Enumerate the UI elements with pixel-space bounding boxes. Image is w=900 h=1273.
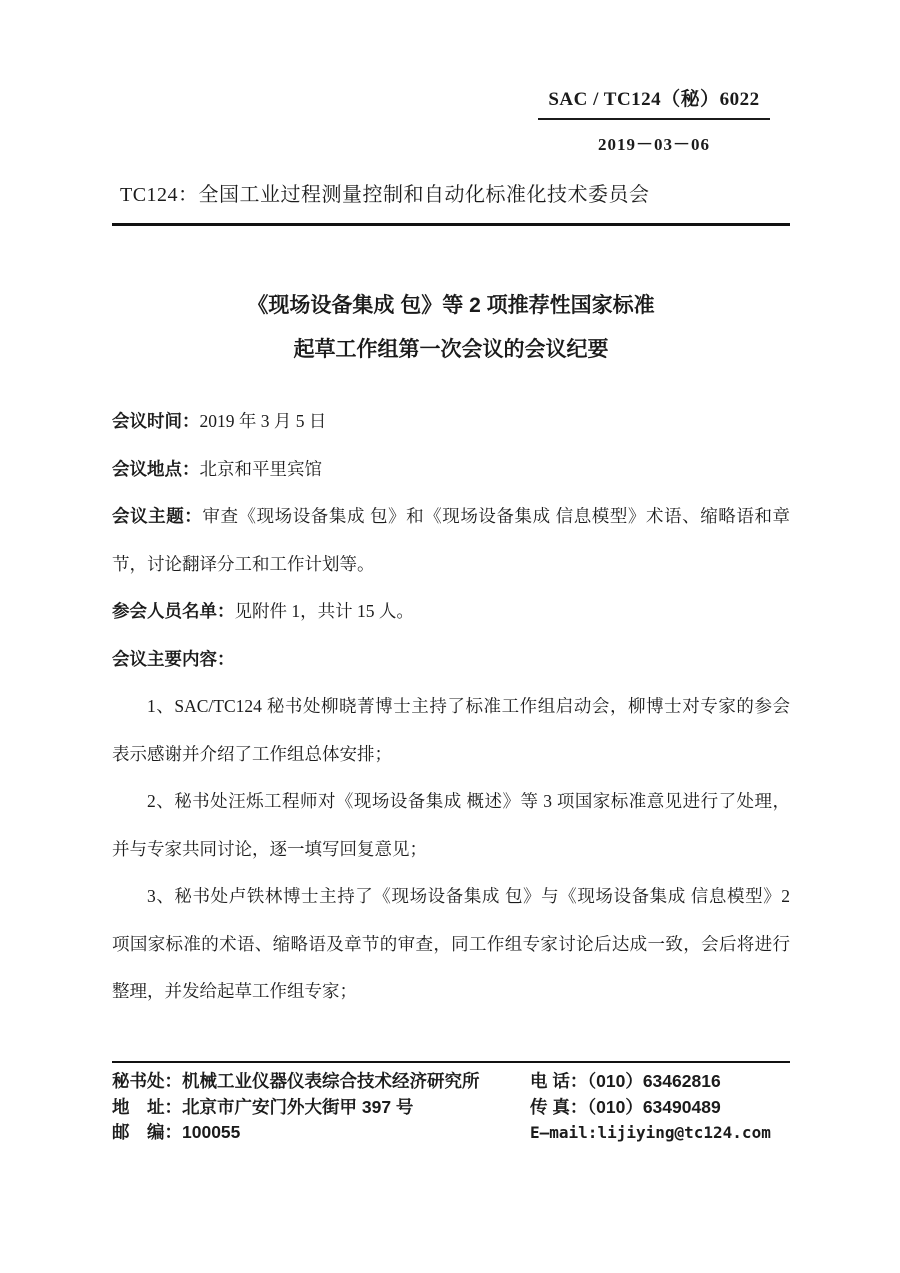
footer-fax-label: 传 真： (530, 1096, 588, 1117)
footer-divider-rule (112, 1061, 790, 1063)
footer-columns (112, 1069, 790, 1146)
footer-email-row (530, 1120, 790, 1146)
meta-label-topic: 会议主题： (112, 506, 203, 526)
header-divider-rule (112, 223, 790, 226)
document-title (112, 284, 790, 372)
footer-fax-value: （010）63490489 (587, 1096, 721, 1117)
footer-left-column (112, 1069, 530, 1146)
document-body (112, 398, 790, 1016)
doc-date: 2019－03－06 (598, 135, 710, 154)
title-line-2: 起草工作组第一次会议的会议纪要 (293, 338, 609, 361)
title-line-1: 《现场设备集成 包》等 2 项推荐性国家标准 (247, 294, 655, 317)
footer-secretariat-value: 机械工业仪器仪表综合技术经济研究所 (182, 1071, 480, 1091)
footer-phone-label: 电 话： (530, 1071, 588, 1091)
page-content (112, 0, 790, 1016)
meta-value-place: 北京和平里宾馆 (199, 458, 322, 479)
meta-row-topic (112, 493, 790, 588)
footer-secretariat-label: 秘书处： (112, 1071, 182, 1091)
body-paragraph-2: 2、秘书处汪烁工程师对《现场设备集成 概述》等 3 项国家标准意见进行了处理，并与专家共同讨论，逐一填写回复意见； (112, 791, 790, 859)
meta-row-place (112, 446, 790, 494)
meta-label-time: 会议时间： (112, 411, 200, 431)
meta-row-main-content (112, 636, 790, 684)
doc-number: SAC / TC124（秘）6022 (548, 89, 760, 110)
body-paragraph-1: 1、SAC/TC124 秘书处柳晓菁博士主持了标准工作组启动会，柳博士对专家的参会表示感谢并介绍了工作组总体安排； (112, 696, 790, 764)
meta-row-time (112, 398, 790, 446)
page-footer (112, 1061, 790, 1146)
footer-right-column (530, 1069, 790, 1146)
committee-name: TC124：全国工业过程测量控制和自动化标准化技术委员会 (120, 184, 650, 206)
meta-label-attendees: 参会人员名单： (112, 601, 235, 621)
footer-phone-value: （010）63462816 (587, 1071, 721, 1091)
meta-row-attendees (112, 588, 790, 636)
meta-value-attendees: 见附件 1，共计 15 人。 (234, 601, 414, 621)
footer-fax-row (530, 1095, 790, 1121)
footer-address-label: 地 址： (112, 1096, 182, 1117)
meta-value-time: 2019 年 3 月 5 日 (199, 411, 327, 431)
footer-address-value: 北京市广安门外大街甲 397 号 (182, 1096, 414, 1117)
footer-phone-row (530, 1069, 790, 1095)
footer-address-row (112, 1095, 530, 1121)
meta-label-place: 会议地点： (112, 458, 200, 479)
footer-email-value: lijiying@tc124.com (597, 1123, 771, 1142)
meta-label-main-content: 会议主要内容： (112, 648, 235, 669)
footer-email-label: E—mail: (530, 1123, 598, 1142)
header-doc-block (538, 0, 770, 155)
footer-zipcode-label: 邮 编： (112, 1122, 182, 1142)
doc-number-underline (538, 118, 770, 120)
footer-zipcode-row (112, 1120, 530, 1146)
footer-zipcode-value: 100055 (182, 1122, 241, 1142)
footer-secretariat-row (112, 1069, 530, 1095)
body-paragraph-3: 3、秘书处卢铁林博士主持了《现场设备集成 包》与《现场设备集成 信息模型》2 项国家标准的术语、缩略语及章节的审查，同工作组专家讨论后达成一致，会后将进行整理，并发给起草工作组专家； (112, 886, 790, 1001)
meta-value-topic: 审查《现场设备集成 包》和《现场设备集成 信息模型》术语、缩略语和章节，讨论翻译分工和工作计划等。 (112, 506, 791, 574)
